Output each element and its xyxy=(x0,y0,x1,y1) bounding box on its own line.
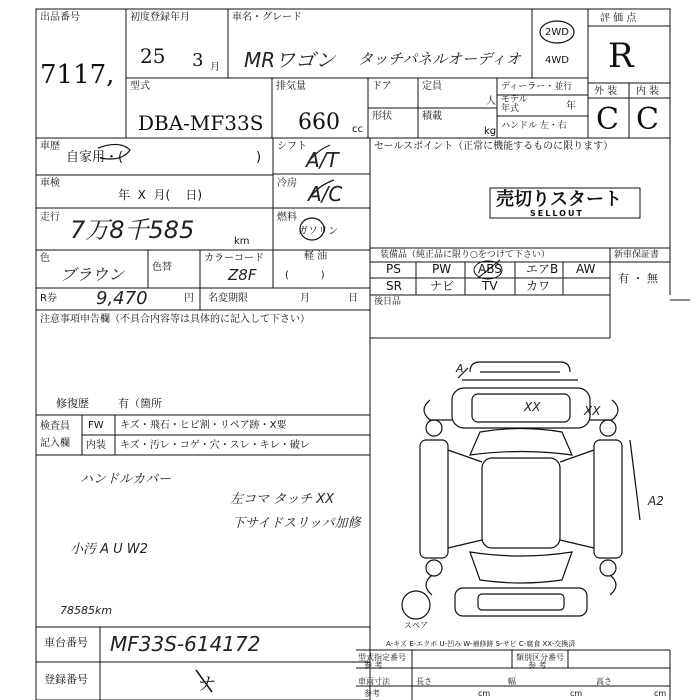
height-unit: cm xyxy=(654,689,667,698)
note-line-3: 下サイドスリッパ加修 xyxy=(232,516,361,531)
note-line-2: 左コマ タッチ XX xyxy=(230,492,335,507)
fuel-diesel: 軽 油 xyxy=(304,251,328,262)
equip-leather: カワ xyxy=(526,279,551,293)
color-label: 色 xyxy=(40,253,50,264)
kg-unit: kg xyxy=(484,126,497,137)
height-label: 高さ xyxy=(596,677,612,686)
aircon-label: 冷房 xyxy=(277,178,297,189)
notes-label: 注意事項申告欄（不具合内容等は具体的に記入して下さい） xyxy=(40,314,310,325)
drive-4wd-option: 4WD xyxy=(545,55,569,66)
damage-mark-xx-1: XX xyxy=(524,400,541,414)
equip-navi: ナビ xyxy=(430,279,455,293)
displacement-label: 排気量 xyxy=(276,81,306,92)
damage-mark-a: A xyxy=(456,362,464,375)
aircon-value: A/C xyxy=(308,182,343,206)
chassis-value: MF33S-614172 xyxy=(110,632,261,656)
fuel-other: ( ) xyxy=(285,270,325,281)
mileage-label: 走行 xyxy=(40,212,60,223)
recycle-label: R券 xyxy=(40,293,57,304)
length-label: 長さ xyxy=(416,677,432,686)
equip-sr: SR xyxy=(386,279,402,293)
rename-label: 名変期限 xyxy=(208,293,248,304)
load-label: 積載 xyxy=(422,111,442,122)
fw-options: キズ・飛石・ヒビ割・リペア跡・X要 xyxy=(120,420,287,431)
shift-value: A/T xyxy=(306,148,339,172)
rename-day: 日 xyxy=(348,293,358,304)
class-number-label: 類別区分番号 xyxy=(516,653,564,662)
color-code-label: カラーコード xyxy=(204,253,264,264)
history-label: 車歴 xyxy=(40,141,60,152)
registration-value: ナ xyxy=(196,674,214,695)
mileage-value: 7万8千585 xyxy=(70,216,195,244)
yen-unit: 円 xyxy=(184,293,194,304)
inspector-label-2: 記入欄 xyxy=(40,438,70,449)
interior-grade: C xyxy=(636,102,659,137)
color-change-label: 色替 xyxy=(152,262,172,273)
equip-abs: ABS xyxy=(478,262,502,276)
equip-ps: PS xyxy=(386,262,401,276)
warranty-value: 有 ・ 無 xyxy=(618,272,658,285)
car-name-label: 車名・グレード xyxy=(232,12,302,23)
color-value: ブラウン xyxy=(60,265,125,284)
note-line-5: 78585km xyxy=(60,604,113,617)
damage-mark-xx-2: XX xyxy=(584,404,601,418)
inspection-label: 車検 xyxy=(40,178,60,189)
warranty-label: 新車保証書 xyxy=(614,250,660,260)
width-unit: cm xyxy=(570,689,583,698)
interior-options-label: 内装 xyxy=(86,440,106,451)
exterior-label: 外 装 xyxy=(594,86,618,97)
width-label: 幅 xyxy=(508,677,516,686)
first-registration-year: 25 xyxy=(140,44,166,68)
repair-history-label: 修復歴 xyxy=(56,397,89,410)
model-label: 型式 xyxy=(130,81,150,92)
rename-month: 月 xyxy=(300,293,310,304)
history-value: 自家用・( xyxy=(66,150,124,165)
type-number-label: 型式指定番号 xyxy=(358,653,406,662)
shape-label: 形状 xyxy=(372,111,392,122)
year-unit: 年 xyxy=(566,101,576,112)
sellout-stamp-main: 売切りスタート xyxy=(496,189,622,210)
class-number-ref: 参 考 xyxy=(528,661,547,670)
fw-label: FW xyxy=(88,420,104,431)
registration-label: 登録番号 xyxy=(44,673,88,686)
equip-tv: TV xyxy=(482,279,498,293)
length-unit: cm xyxy=(478,689,491,698)
dimensions-ref: 参考 xyxy=(364,689,380,698)
inspector-label-1: 検査員 xyxy=(40,421,70,432)
damage-legend: A-キズ E-エクボ U-凹み W-補修跡 S-サビ C-腐食 XX-交換済 xyxy=(386,640,576,648)
fuel-label: 燃料 xyxy=(277,212,297,223)
sales-point-label: セールスポイント（正常に機能するものに限ります） xyxy=(374,141,614,152)
person-unit: 人 xyxy=(486,96,496,107)
equip-aw: AW xyxy=(576,262,596,276)
grade-value: R xyxy=(608,36,634,76)
cc-unit: cc xyxy=(352,124,363,135)
first-registration-label: 初度登録年月 xyxy=(130,12,190,23)
displacement-value: 660 xyxy=(298,110,340,135)
aftermarket-label: 後日品 xyxy=(374,297,402,307)
equipment-label: 装備品（純正品に限り○をつけて下さい） xyxy=(380,250,550,260)
repair-history-value: 有（箇所 xyxy=(118,397,162,410)
history-close: ) xyxy=(256,150,262,165)
km-unit: km xyxy=(234,236,250,247)
car-name-value: MRワゴン xyxy=(244,48,336,72)
dimensions-label: 車両寸法 xyxy=(358,677,390,686)
color-code-value: Z8F xyxy=(228,266,257,284)
inspection-value: 年 Ⅹ 月( 日) xyxy=(118,188,203,202)
grade-label: 評 価 点 xyxy=(600,13,637,24)
exterior-grade: C xyxy=(596,102,619,137)
model-year-label: モデル 年式 xyxy=(501,95,528,114)
shift-label: シフト xyxy=(277,141,307,152)
door-label: ドア xyxy=(372,81,392,92)
fuel-gasoline: ガソリン xyxy=(298,226,338,237)
chassis-label: 車台番号 xyxy=(44,636,88,649)
interior-label: 内 装 xyxy=(636,86,660,97)
equip-airbag: エアB xyxy=(526,262,559,276)
car-grade-value: タッチパネルオーディオ xyxy=(358,50,521,68)
model-value: DBA-MF33S xyxy=(138,111,264,135)
drive-2wd-option: 2WD xyxy=(545,27,569,38)
equip-pw: PW xyxy=(432,262,452,276)
lot-number-value: 7117, xyxy=(40,60,115,90)
car-diagram xyxy=(402,362,622,619)
note-line-1: ハンドルカバー xyxy=(80,472,172,487)
first-registration-month: 3 xyxy=(192,50,204,71)
note-line-4: 小汚 A U W2 xyxy=(70,542,148,557)
lot-number-label: 出品番号 xyxy=(40,12,80,23)
handle-label: ハンドル 左・右 xyxy=(501,121,567,131)
interior-options: キズ・汚レ・コゲ・穴・スレ・キレ・破レ xyxy=(120,440,310,451)
type-number-ref: 参 考 xyxy=(364,661,383,670)
damage-mark-a2: A2 xyxy=(648,494,664,508)
dealer-label: ディーラー・並行 xyxy=(501,82,573,92)
recycle-value: 9,470 xyxy=(96,288,148,309)
sellout-stamp-sub: SELLOUT xyxy=(530,209,584,218)
capacity-label: 定員 xyxy=(422,81,442,92)
month-unit: 月 xyxy=(210,62,220,73)
spare-label: スペア xyxy=(404,621,428,630)
